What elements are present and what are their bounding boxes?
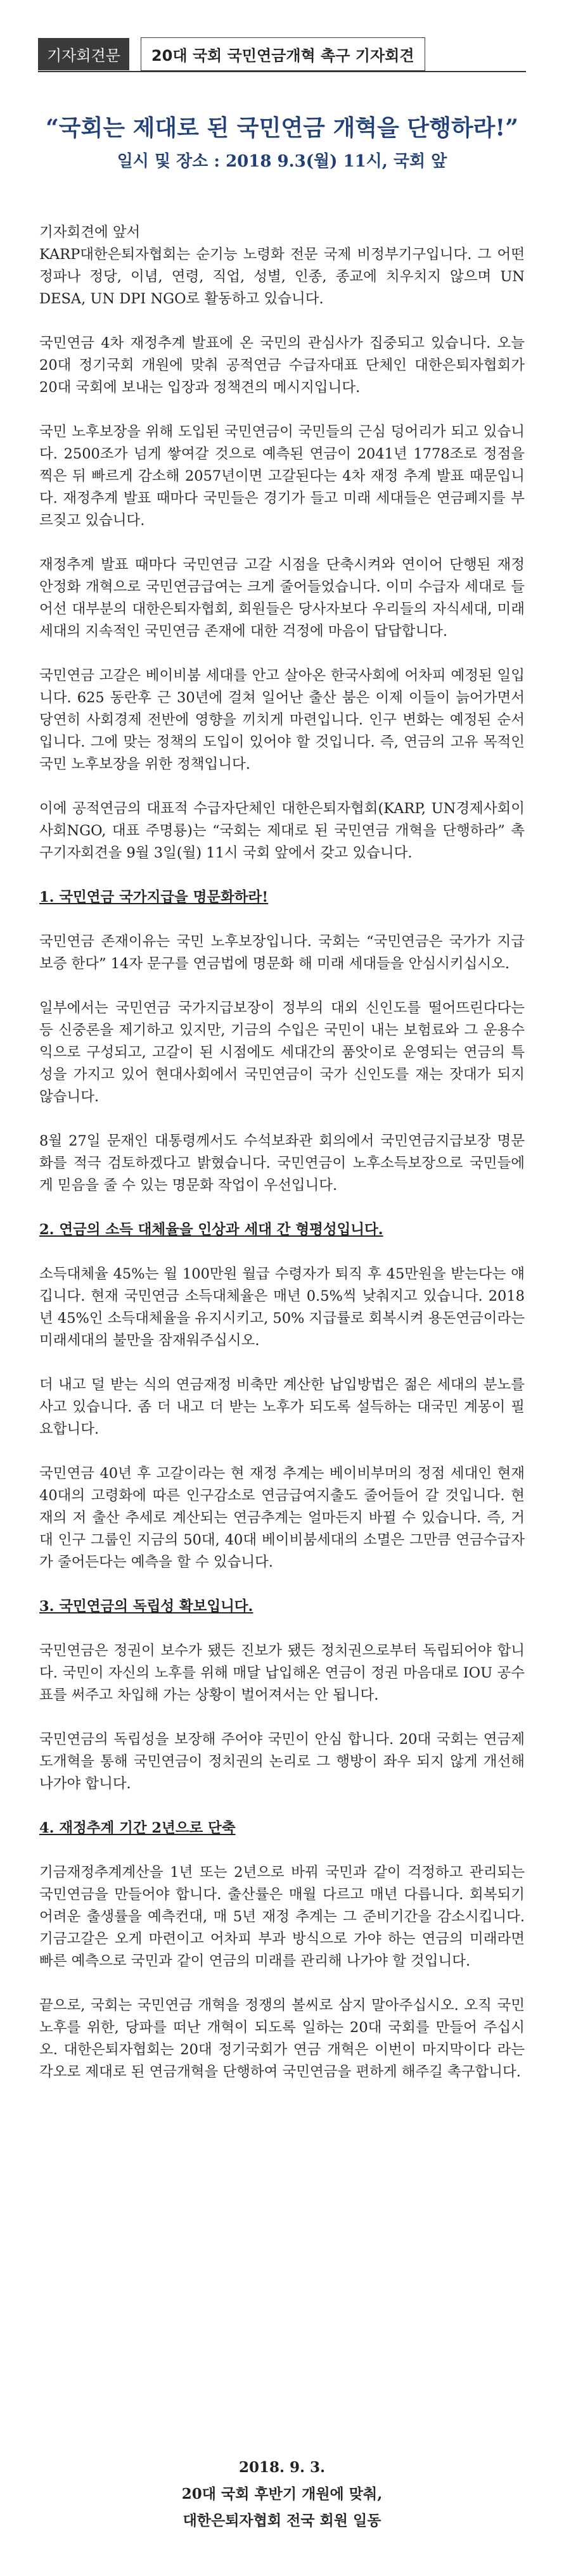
footer-signatory: 대한은퇴자협회 전국 회원 일동 (183, 2512, 381, 2529)
document-header (38, 37, 526, 72)
headline: “국회는 제대로 된 국민연금 개혁을 단행하라!” (46, 115, 518, 141)
section-paragraph: 기금재정추계계산을 1년 또는 2년으로 바꿔 국민과 같이 걱정하고 관리되는 국민연금을 만들어야 합니다. 출산률은 매월 다르고 매년 다릅니다. 회복되기 어려운 출생률을 예측컨대, 매 5년 재정 추계는 그 준비기간을 감소시킵니다. 기금고갈은 오게 마련이고 어차피 부과 방식으로 가야 하는 연금의 미래라면 빠른 예측으로 국민과 같이 연금의 미래를 관리해 나가야 할 것입니다. (39, 1864, 525, 1969)
section-paragraph: 소득대체율 45%는 월 100만원 월급 수령자가 퇴직 후 45만원을 받는다는 얘깁니다. 현재 국민연금 소득대체율은 매년 0.5%씩 낮춰지고 있습니다. 2018년 45%인 소득대체율을 유지시키고, 50% 지급률로 회복시켜 용돈연금이라는 미래세대의 불만을 잠재워주십시오. (39, 1266, 525, 1349)
intro-paragraph: 국민연금 고갈은 베이비붐 세대를 안고 살아온 한국사회에 어차피 예정된 일입니다. 625 동란후 근 30년에 걸쳐 일어난 출산 붐은 이제 이들이 늙어가면서 당연히 사회경제 전반에 영향을 끼치게 마련입니다. 인구 변화는 예정된 순서입니다. 그에 맞는 정책의 도입이 있어야 할 것입니다. 즉, 연금의 고유 목적인 국민 노후보장을 위한 정책입니다. (39, 667, 525, 773)
section-paragraph: 국민연금은 정권이 보수가 됐든 진보가 됐든 정치권으로부터 독립되어야 합니다. 국민이 자신의 노후를 위해 매달 납입해온 연금이 정권 마음대로 IOU 공수표를 써주고 차입해 가는 상황이 벌어져서는 안 됩니다. (39, 1643, 525, 1703)
intro-paragraph: 기자회견에 앞서 KARP대한은퇴자협회는 순기능 노령화 전문 국제 비정부기구입니다. 그 어떤 정파나 정당, 이념, 연령, 직업, 성별, 인종, 종교에 치우치지 않으며 UN DESA, UN DPI NGO로 활동하고 있습니다. (39, 224, 525, 307)
footer-date: 2018. 9. 3. (238, 2459, 326, 2476)
section-paragraph: 국민연금 존재이유는 국민 노후보장입니다. 국회는 “국민연금은 국가가 지급 보증 한다” 14자 문구를 연금법에 명문화 해 미래 세대들을 안심시키십시오. (39, 933, 525, 972)
section-paragraph: 일부에서는 국민연금 국가지급보장이 정부의 대외 신인도를 떨어뜨린다다는 등 신중론을 제기하고 있지만, 기금의 수입은 국민이 내는 보험료와 그 운용수익으로 구성되고, 고갈이 된 시점에도 세대간의 품앗이로 운영되는 연금의 특성을 가지고 있어 현대사회에서 국민연금이 국가 신인도를 재는 잣대가 되지 않습니다. (39, 1000, 525, 1105)
section-heading: 1. 국민연금 국가지급을 명문화하라! (39, 889, 269, 906)
section-paragraph: 국민연금 40년 후 고갈이라는 현 재정 추계는 베이비부머의 정점 세대인 현재 40대의 고령화에 따른 인구감소로 연금급여지출도 줄어들어 갈 것입니다. 현재의 저 출산 추세로 계산되는 연금추계는 얼마든지 바뀔 수 있습니다. 즉, 거대 인구 그룹인 지금의 50대, 40대 베이비붐세대의 소멸은 그만큼 연금수급자가 줄어든다는 예측을 할 수 있습니다. (39, 1465, 525, 1570)
document-footer (38, 2454, 526, 2534)
section-paragraph: 국민연금의 독립성을 보장해 주어야 국민이 안심 합니다. 20대 국회는 연금제도개혁을 통해 국민연금이 정치권의 논리로 그 행방이 좌우 되지 않게 개선해나가야 합니다. (39, 1731, 525, 1792)
section-heading: 2. 연금의 소득 대체율을 인상과 세대 간 형평성입니다. (39, 1222, 383, 1238)
document-body (39, 222, 525, 2106)
intro-paragraph: 국민 노후보장을 위해 도입된 국민연금이 국민들의 근심 덩어리가 되고 있습니다. 2500조가 넘게 쌓여갈 것으로 예측된 연금이 2041년 1778조로 정점을 찍은 뒤 빠르게 감소해 2057년이면 고갈된다는 4차 재정 추계 발표 때문입니다. 재정추계 발표 때마다 국민들은 경기가 들고 미래 세대들은 연금폐지를 부르짖고 있습니다. (39, 424, 525, 529)
section-paragraph: 더 내고 덜 받는 식의 연금재정 비축만 계산한 납입방법은 젊은 세대의 분노를 사고 있습니다. 좀 더 내고 더 받는 노후가 되도록 설득하는 대국민 계몽이 필요합니다. (39, 1377, 525, 1437)
intro-paragraph: 이에 공적연금의 대표적 수급자단체인 대한은퇴자협회(KARP, UN경제사회이사회NGO, 대표 주명룡)는 “국회는 제대로 된 국민연금 개혁을 단행하라” 촉구기자회견을 9월 3일(월) 11시 국회 앞에서 갖고 있습니다. (39, 800, 525, 861)
intro-paragraph: 재정추계 발표 때마다 국민연금 고갈 시점을 단축시켜와 연이어 단행된 재정 안정화 개혁으로 국민연금급여는 크게 줄어들었습니다. 이미 수급자 세대로 들어선 대부분의 대한은퇴자협회, 회원들은 당사자보다 우리들의 자식세대, 미래 세대의 지속적인 국민연금 존재에 대한 걱정에 마음이 답답합니다. (39, 557, 525, 640)
intro-paragraph: 국민연금 4차 재정추계 발표에 온 국민의 관심사가 집중되고 있습니다. 오늘 20대 정기국회 개원에 맞춰 공적연금 수급자대표 단체인 대한은퇴자협회가 20대 국회에 보내는 입장과 정책견의 메시지입니다. (39, 335, 525, 396)
footer-occasion: 20대 국회 후반기 개원에 맞춰, (181, 2485, 383, 2503)
section-heading: 3. 국민연금의 독립성 확보입니다. (39, 1598, 253, 1615)
document-header-title: 20대 국회 국민연금개혁 촉구 기자회견 (141, 37, 425, 71)
date-place: 일시 및 장소 : 2018 9.3(월) 11시, 국회 앞 (117, 152, 447, 171)
section-paragraph: 8월 27일 문재인 대통령께서도 수석보좌관 회의에서 국민연금지급보장 명문화를 적극 검토하겠다고 밝혔습니다. 국민연금이 노후소득보장으로 국민들에게 믿음을 줄 수 있는 명문화 작업이 우선입니다. (39, 1133, 525, 1194)
document-type-tag: 기자회견문 (38, 38, 129, 70)
section-heading: 4. 재정추계 기간 2년으로 단축 (39, 1820, 236, 1836)
section-paragraph: 끝으로, 국회는 국민연금 개혁을 정쟁의 볼씨로 삼지 말아주십시오. 오직 국민 노후를 위한, 당파를 떠난 개혁이 되도록 일하는 20대 국회를 만들어 주십시오. 대한은퇴자협회는 20대 정기국회가 연금 개혁은 이번이 마지막이다 라는 각오로 제대로 된 연금개혁을 단행하여 국민연금을 편하게 해주길 촉구합니다. (39, 1997, 525, 2080)
